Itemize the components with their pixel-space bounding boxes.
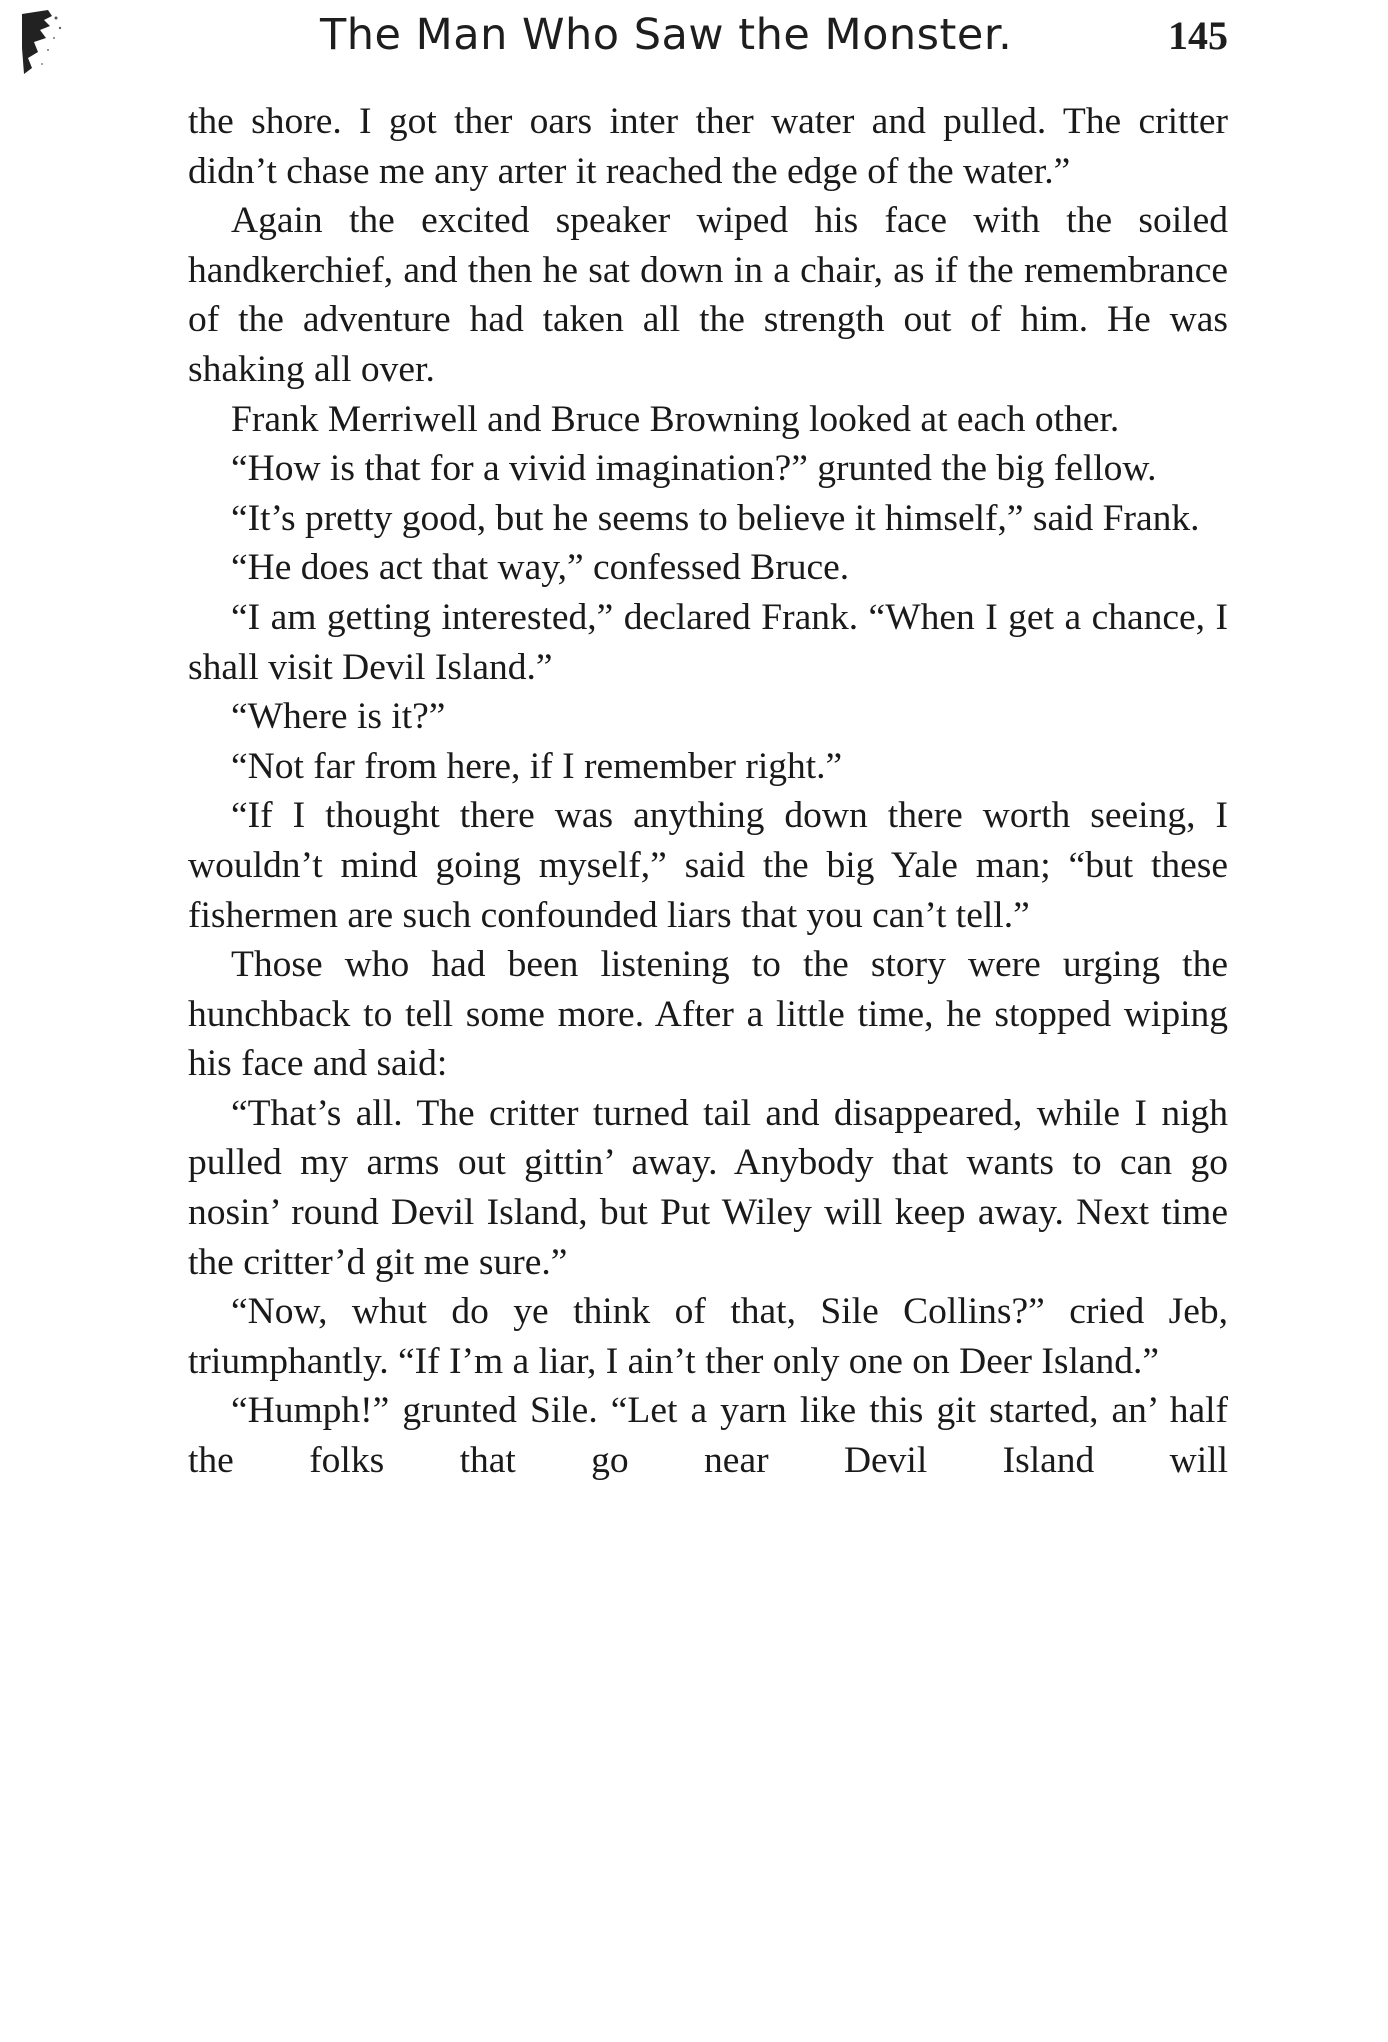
paragraph: “How is that for a vivid imagination?” grunted the big fellow. <box>231 448 1157 490</box>
paragraph: “That’s all. The critter turned tail and disappeared, while I nigh pulled my arms out gittin’ away. Anybody that wants to can go nosin’ round Devil Island, but Put Wiley will keep away. Next time the critter’d git me sure.” <box>188 1092 1228 1283</box>
paragraph: “It’s pretty good, but he seems to believe it himself,” said Frank. <box>231 497 1200 539</box>
paragraph: “If I thought there was anything down there worth seeing, I wouldn’t mind going myself,” said the big Yale man; “but these fishermen are such confounded liars that you can’t tell.” <box>188 795 1228 936</box>
paragraph: “I am getting interested,” declared Frank. “When I get a chance, I shall visit Devil Island.” <box>188 596 1228 688</box>
paragraph: the shore. I got ther oars inter ther water and pulled. The critter didn’t chase me any arter it reached the edge of the water.” <box>188 101 1228 192</box>
paragraph: Frank Merriwell and Bruce Browning looked at each other. <box>231 398 1120 440</box>
paragraph: Again the excited speaker wiped his face with the soiled handkerchief, and then he sat down in a chair, as if the remembrance of the adventure had taken all the strength out of him. He was shaking all over. <box>188 200 1228 390</box>
paragraph: “Humph!” grunted Sile. “Let a yarn like this git started, an’ half the folks that go near Devil Island will <box>188 1390 1228 1482</box>
paragraph: “Where is it?” <box>231 696 446 738</box>
paragraph: Those who had been listening to the story were urging the hunchback to tell some more. After a little time, he stopped wiping his face and said: <box>188 944 1228 1085</box>
paragraph: “Not far from here, if I remember right.” <box>231 745 843 787</box>
ink-blot-mark <box>18 8 74 78</box>
running-title: The Man Who Saw the Monster. <box>320 10 1013 60</box>
page-number: 145 <box>1168 13 1228 58</box>
running-header <box>320 10 1228 70</box>
body-text <box>188 97 1228 1486</box>
paragraph: “He does act that way,” confessed Bruce. <box>231 547 850 589</box>
paragraph: “Now, whut do ye think of that, Sile Collins?” cried Jeb, triumphantly. “If I’m a liar, I ain’t ther only one on Deer Island.” <box>188 1291 1228 1382</box>
